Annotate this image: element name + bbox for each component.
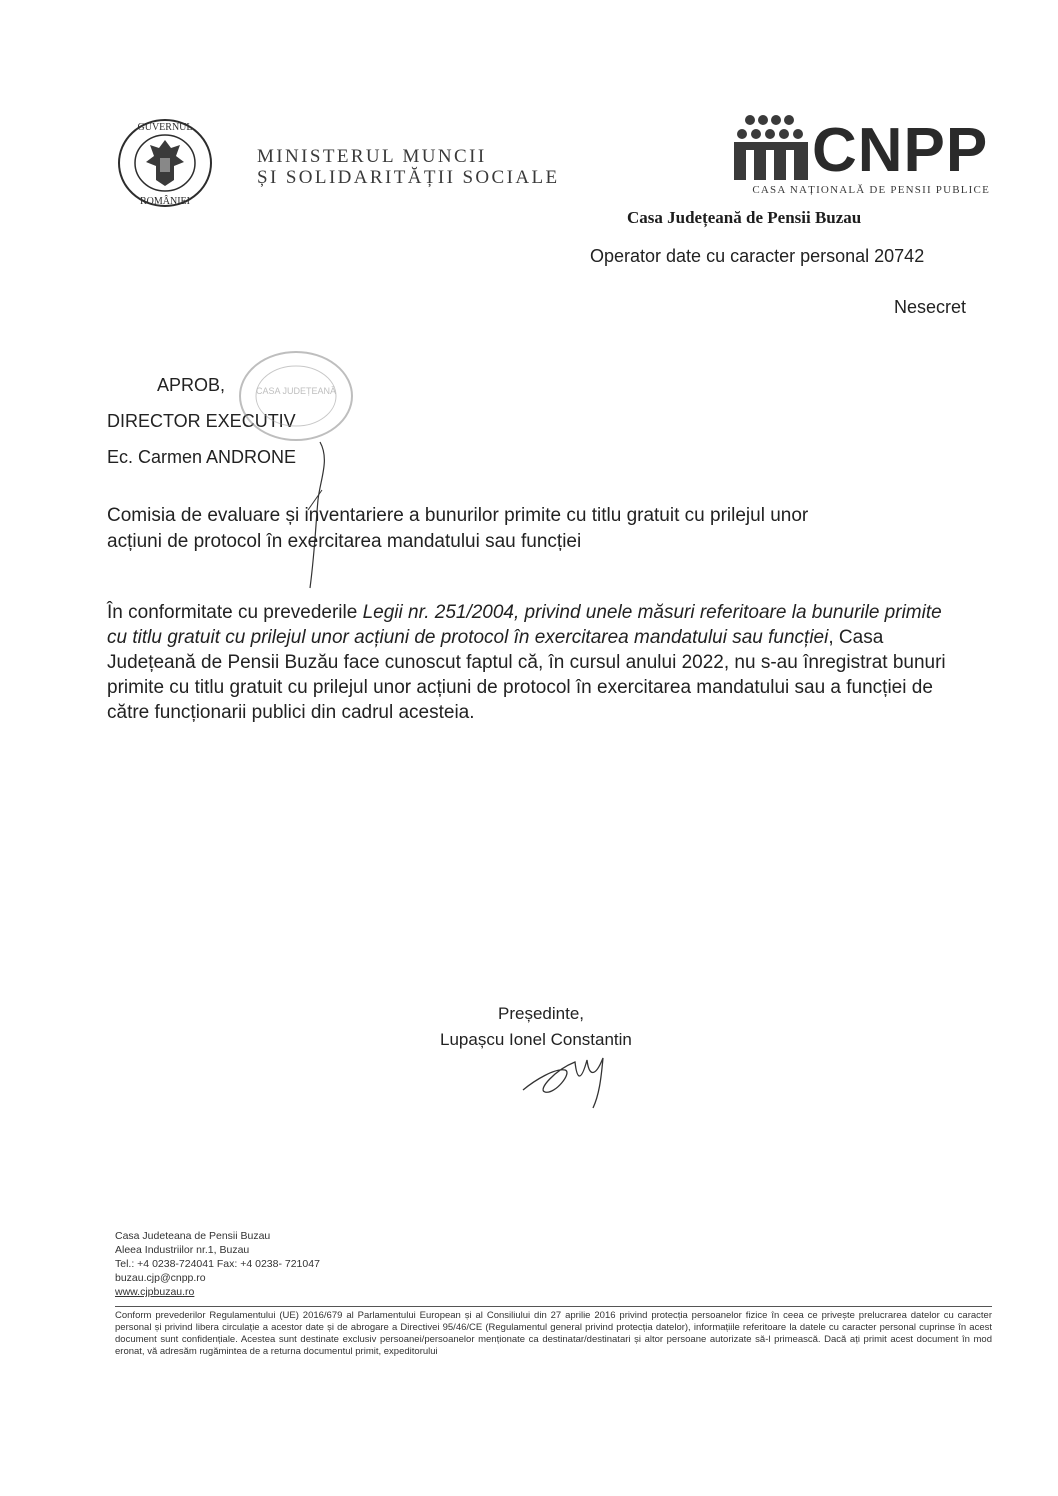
- footer-address-street: Aleea Industriilor nr.1, Buzau: [115, 1244, 250, 1256]
- footer-website-link[interactable]: www.cjpbuzau.ro: [115, 1286, 195, 1298]
- footer-email[interactable]: buzau.cjp@cnpp.ro: [115, 1272, 206, 1284]
- seal-text-bottom: ROMÂNIEI: [140, 196, 190, 207]
- cnpp-logo: [732, 114, 990, 198]
- footer-phone-fax: Tel.: +4 0238-724041 Fax: +4 0238- 721047: [115, 1258, 320, 1270]
- ministry-line-2: ȘI SOLIDARITĂȚII SOCIALE: [257, 167, 560, 188]
- body-paragraph: [107, 600, 957, 725]
- ministry-name: [257, 146, 559, 188]
- people-group-icon: [732, 114, 810, 180]
- seal-text-top: GUVERNUL: [137, 122, 193, 133]
- stamp-text: CASA JUDEȚEANĂ: [255, 386, 337, 396]
- cnpp-logo-text: CNPP: [812, 116, 989, 185]
- approve-label: APROB,: [157, 375, 226, 395]
- law-reference: Legii nr. 251/2004, privind unele măsuri referitoare la bunurile primite cu titlu gratuit cu prilejul unor acțiuni de protocol în exercitarea mandatului sau funcției: [107, 602, 942, 648]
- subject-line-2: acțiuni de protocol în exercitarea mandatului sau funcției: [107, 531, 582, 552]
- body-intro: În conformitate cu prevederile: [107, 602, 363, 623]
- subject: [107, 503, 937, 555]
- signatory-role: Președinte,: [498, 1004, 584, 1023]
- footer-divider: [115, 1306, 992, 1307]
- cnpp-subtitle: CASA NAȚIONALĂ DE PENSII PUBLICE: [752, 184, 990, 196]
- subject-line-1: Comisia de evaluare și inventariere a bunurilor primite cu titlu gratuit cu prilejul unor: [107, 505, 809, 526]
- ministry-line-1: MINISTERUL MUNCII: [257, 146, 487, 167]
- operator-line: Operator date cu caracter personal 20742: [590, 246, 925, 266]
- body-statement: , Casa Județeană de Pensii Buzău face cunoscut faptul că, în cursul anului 2022, nu s-au înregistrat bunuri primite cu titlu gratuit cu prilejul unor acțiuni de protocol în exercitarea mandatului sau a funcției de către funcționarii publici din cadrul acesteia.: [107, 627, 946, 723]
- classification-label: Nesecret: [894, 297, 967, 317]
- institution-name: Casa Județeană de Pensii Buzau: [627, 208, 862, 227]
- signatory-name: Lupașcu Ionel Constantin: [440, 1030, 632, 1049]
- footer-address-name: Casa Judeteana de Pensii Buzau: [115, 1230, 271, 1242]
- handwritten-signature-icon: [515, 1040, 625, 1110]
- approver-name: Ec. Carmen ANDRONE: [107, 447, 297, 467]
- government-seal-icon: [108, 118, 226, 208]
- footer-legal-notice: Conform prevederilor Regulamentului (UE) 2016/679 al Parlamentului European și al Consiliului din 27 aprilie 2016 privind protecția persoanelor fizice în ceea ce privește prelucrarea datelor cu caracter personal și privind libera circulație a acestor date și de abrogare a Directivei 95/46/CE (Regulamentul general privind protecția datelor), informațiile referitoare la datele cu caracter personal cuprinse în acest document sunt confidențiale. Acestea sunt destinate exclusiv persoanei/persoanelor menționate ca destinatar/destinatari și altor persoane autorizate să-l primească. Dacă ați primit acest document în mod eronat, vă adresăm rugămintea de a returna documentul primit, expeditorului: [115, 1310, 992, 1357]
- footer-address: [115, 1229, 320, 1299]
- approver-role: DIRECTOR EXECUTIV: [107, 411, 296, 431]
- stamp-icon: [236, 350, 356, 442]
